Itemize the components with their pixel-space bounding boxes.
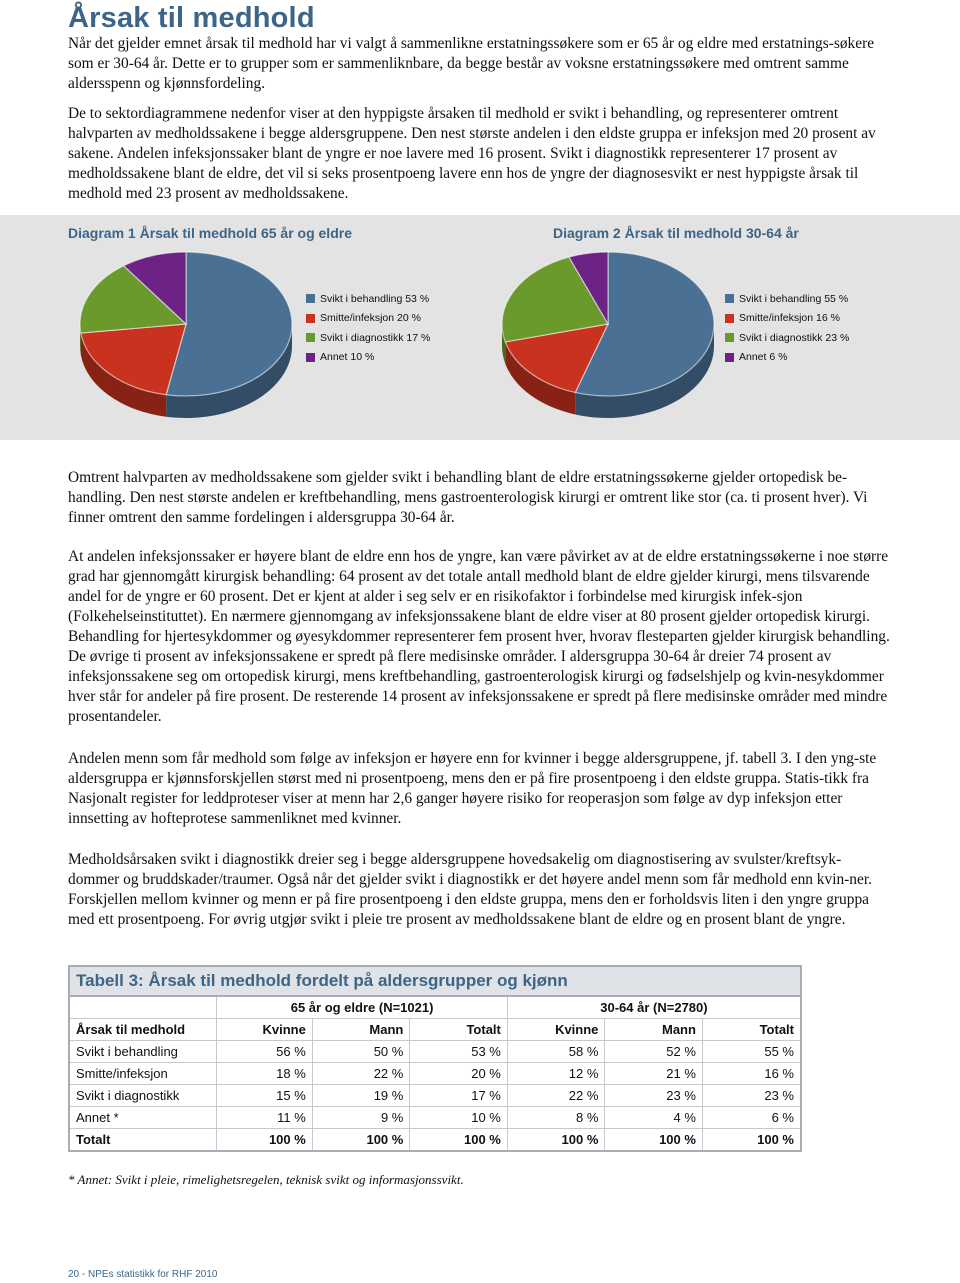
legend-label: Svikt i diagnostikk 23 % <box>739 331 850 344</box>
legend-swatch-green <box>725 333 734 342</box>
table-cell: Smitte/infeksjon <box>70 1063 217 1085</box>
legend-swatch-purple <box>725 353 734 362</box>
column-header: Totalt <box>410 1019 508 1041</box>
table-cell: Svikt i behandling <box>70 1041 217 1063</box>
table-cell: 11 % <box>217 1107 313 1129</box>
legend-label: Svikt i diagnostikk 17 % <box>320 331 431 344</box>
legend-label: Svikt i behandling 53 % <box>320 292 430 305</box>
table-title: Tabell 3: Årsak til medhold fordelt på aldersgrupper og kjønn <box>70 967 800 997</box>
table-cell: 10 % <box>410 1107 508 1129</box>
column-header-row <box>70 1019 800 1041</box>
table-cell: 100 % <box>410 1129 508 1151</box>
group-header: 65 år og eldre (N=1021) <box>217 997 508 1019</box>
table-cell: 9 % <box>312 1107 410 1129</box>
legend-swatch-red <box>306 314 315 323</box>
legend-label: Annet 10 % <box>320 351 375 364</box>
pie-chart-2 <box>490 246 730 436</box>
legend-label: Svikt i behandling 55 % <box>739 292 849 305</box>
column-header: Kvinne <box>507 1019 605 1041</box>
table-cell: 53 % <box>410 1041 508 1063</box>
legend-item <box>306 328 430 348</box>
table-cell: 22 % <box>312 1063 410 1085</box>
table-3 <box>68 965 802 1152</box>
table-cell: 23 % <box>702 1085 800 1107</box>
table-row <box>70 1063 800 1085</box>
paragraph-kjonn: Andelen menn som får medhold som følge av infeksjon er høyere enn for kvinner i begge aldersgruppene, jf. tabell 3. I den yng-ste aldersgruppa er kjønnsforskjellen størst med ni prosentpoeng, mens den er på fire prosentpoeng i den eldste gruppa. Statis-tikk fra Nasjonalt register for leddproteser viser at menn har 2,6 ganger høyere risiko for reoperasjon som følge av dyp infeksjon etter innsetting av hofteprotese sammenliknet med kvinner. <box>68 750 877 827</box>
table-cell: 23 % <box>605 1085 703 1107</box>
data-table <box>70 997 800 1150</box>
legend-diagram-1 <box>306 289 430 367</box>
table-cell: 100 % <box>217 1129 313 1151</box>
table-cell: 16 % <box>702 1063 800 1085</box>
legend-swatch-purple <box>306 353 315 362</box>
pie-chart-1 <box>68 246 308 436</box>
table-footnote: * Annet: Svikt i pleie, rimelighetsregelen, teknisk svikt og informasjonssvikt. <box>68 1172 464 1187</box>
paragraph-behandling: Omtrent halvparten av medholdssakene som gjelder svikt i behandling blant de eldre erstatningssøkerne gjelder ortopedisk be-handling. Den nest største andelen er kreftbehandling, mens gastroenterologisk kirurgi er omtrent like stor (ca. ti prosent hver). Vi finner omtrent den samme fordelingen i aldersgruppa 30-64 år. <box>68 469 868 526</box>
legend-item <box>725 348 849 368</box>
total-row <box>70 1129 800 1151</box>
legend-item <box>306 309 430 329</box>
page-footer: 20 - NPEs statistikk for RHF 2010 <box>68 1269 218 1280</box>
table-cell: 20 % <box>410 1063 508 1085</box>
legend-swatch-blue <box>725 294 734 303</box>
legend-label: Annet 6 % <box>739 351 788 364</box>
legend-diagram-2 <box>725 289 849 367</box>
legend-item <box>725 289 849 309</box>
table-cell: 18 % <box>217 1063 313 1085</box>
legend-swatch-green <box>306 333 315 342</box>
column-header: Kvinne <box>217 1019 313 1041</box>
table-cell: 22 % <box>507 1085 605 1107</box>
table-cell: Svikt i diagnostikk <box>70 1085 217 1107</box>
table-row <box>70 1107 800 1129</box>
legend-item <box>306 289 430 309</box>
column-header: Mann <box>605 1019 703 1041</box>
table-cell: 58 % <box>507 1041 605 1063</box>
legend-swatch-red <box>725 314 734 323</box>
table-cell: 17 % <box>410 1085 508 1107</box>
header-cell <box>70 997 217 1019</box>
table-cell: 21 % <box>605 1063 703 1085</box>
diagram-1-title: Diagram 1 Årsak til medhold 65 år og eldre <box>68 225 352 241</box>
table-cell: 56 % <box>217 1041 313 1063</box>
table-cell: 50 % <box>312 1041 410 1063</box>
table-row <box>70 1041 800 1063</box>
paragraph-diagnostikk: Medholdsårsaken svikt i diagnostikk dreier seg i begge aldersgruppene hovedsakelig om diagnostisering av svulster/kreftsyk-dommer og bruddskader/traumer. Også når det gjelder svikt i diagnostikk er det høyere andel menn som får medhold enn kvin-ner. Forskjellen mellom kvinner og menn er på fire prosentpoeng i den eldste gruppa, mens den er forholdsvis liten i den yngre gruppa med ett prosentpoeng. For øvrig utgjør svikt i pleie tre prosent av medholdssakene blant de eldre og en prosent blant de yngre. <box>68 851 872 928</box>
table-cell: Annet * <box>70 1107 217 1129</box>
table-cell: 6 % <box>702 1107 800 1129</box>
intro-paragraph: Når det gjelder emnet årsak til medhold har vi valgt å sammenlikne erstatningssøkere som er 65 år og eldre med erstatnings-søkere som er 30-64 år. Dette er to grupper som er sammenliknbare, da begge består av voksne erstatningssøkere med omtrent samme aldersspenn og kjønnsfordeling. <box>68 35 875 92</box>
legend-item <box>306 348 430 368</box>
table-cell: 100 % <box>507 1129 605 1151</box>
group-header-row <box>70 997 800 1019</box>
table-cell: 52 % <box>605 1041 703 1063</box>
legend-label: Smitte/infeksjon 20 % <box>320 312 421 325</box>
legend-item <box>725 309 849 329</box>
paragraph-infeksjon: At andelen infeksjonssaker er høyere blant de eldre enn hos de yngre, kan være påvirket av at de eldre erstatningssøkerne i noe større grad har gjennomgått kirurgisk behandling: 64 prosent av det totale antall medhold blant de eldre gjelder kirurgi, mens tilsvarende andel for de yngre er 60 prosent. Det er kjent at alder i seg selv er en risikofaktor i forbindelse med kirurgisk infek-sjon (Folkehelseinstituttet). En nærmere gjennomgang av infeksjonssakene blant de eldre viser at 80 prosent gjelder ortopedisk kirurgi. Behandling for hjertesykdommer og øyesykdommer representerer fem prosent hver, hvorav flesteparten gjelder kirurgisk behandling. De øvrige ti prosent av infeksjonssakene er spredt på flere medisinske områder. I aldersgruppa 30-64 år dreier 74 prosent av infeksjonssakene seg om ortopedisk kirurgi, mens kreftbehandling, gastroenterologisk kirurgi og fødselshjelp og kvin-nesykdommer hver står for andeler på fire prosent. De resterende 14 prosent av infeksjonssakene er spredt på flere medisinske områder med mindre prosentandeler. <box>68 548 890 725</box>
table-cell: 100 % <box>605 1129 703 1151</box>
table-cell: 55 % <box>702 1041 800 1063</box>
column-header: Mann <box>312 1019 410 1041</box>
table-cell: 100 % <box>757 1132 794 1147</box>
table-cell: 4 % <box>605 1107 703 1129</box>
table-cell: 15 % <box>217 1085 313 1107</box>
table-cell: Totalt <box>70 1129 217 1151</box>
column-header: Årsak til medhold <box>70 1019 217 1041</box>
legend-item <box>725 328 849 348</box>
table-cell: 8 % <box>507 1107 605 1129</box>
paragraph-sector-diagrams: De to sektordiagrammene nedenfor viser at den hyppigste årsaken til medhold er svikt i behandling, og representerer omtrent halvparten av medholdssakene i begge aldersgruppene. Den nest største andelen i den eldste gruppa er infeksjon med 20 prosent av sakene. Andelen infeksjonssaker blant de yngre er noe lavere med 16 prosent. Svikt i diagnostikk representerer 17 prosent av medholdssakene blant de eldre, det vil si seks prosentpoeng lavere enn hos de yngre der diagnosesvikt er nest hyppigste årsak til medhold med 23 prosent av medholdssakene. <box>68 105 876 202</box>
group-header: 30-64 år (N=2780) <box>507 997 800 1019</box>
legend-swatch-blue <box>306 294 315 303</box>
table-cell: 19 % <box>312 1085 410 1107</box>
column-header: Totalt <box>702 1019 800 1041</box>
page-heading: Årsak til medhold <box>68 2 315 34</box>
legend-label: Smitte/infeksjon 16 % <box>739 312 840 325</box>
table-cell: 100 % <box>312 1129 410 1151</box>
table-row <box>70 1085 800 1107</box>
diagram-2-title: Diagram 2 Årsak til medhold 30-64 år <box>553 225 799 241</box>
table-cell: 12 % <box>507 1063 605 1085</box>
